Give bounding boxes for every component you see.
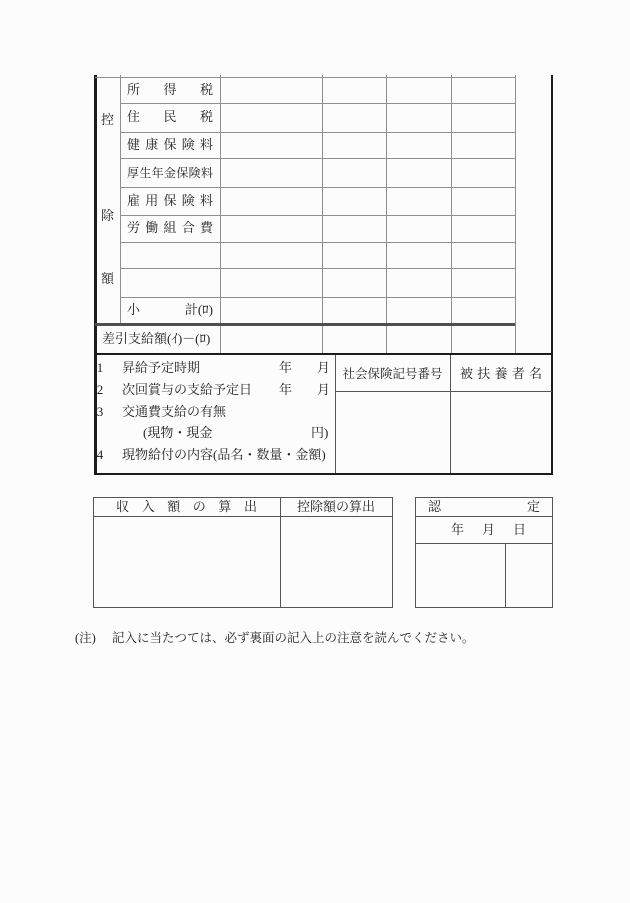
row-label-health-insurance: 健 康 保 険 料 [127,137,213,152]
item2-label: 次回賞与の支給予定日 [122,382,253,397]
grid-line-vertical [220,75,221,353]
row-label-resident-tax: 住 民 税 [127,109,213,124]
table-top-border [95,77,515,78]
section-divider-rule [94,353,553,355]
calc-top-border [93,497,393,498]
deduction-calc-header: 控除額の算出 [296,499,375,514]
item1-month-label: 月 [317,360,331,375]
grid-line-vertical [386,75,387,353]
grid-line-vertical [322,75,323,353]
row-label-employment-insurance: 雇 用 保 険 料 [127,193,213,208]
calc-right-border [392,497,393,608]
label-column-divider [120,75,121,325]
approval-title-underline [415,516,553,517]
subtotal-label-left: 小 [127,302,141,317]
row-divider [120,103,515,104]
subtotal-bottom-rule [95,323,515,326]
item4-label: 現物給付の内容(品名・数量・金額) [122,447,326,462]
deduction-vertical-label-1: 控 [100,112,114,127]
item2-year-label: 年 [279,382,293,397]
deduction-vertical-label-3: 額 [100,271,114,286]
approval-date-underline [415,543,553,544]
footnote-prefix: (注) [75,631,96,645]
row-divider [120,158,515,159]
calc-bottom-border [93,607,393,608]
item3-sub-yen-label: 円) [311,425,329,440]
row-divider [120,297,515,298]
item1-number: 1 [96,360,104,375]
approval-title: 認 定 [428,499,540,514]
approval-cell-divider [505,543,506,608]
item1-year-label: 年 [279,360,293,375]
row-divider [120,187,515,188]
item4-number: 4 [96,447,104,462]
item1-label: 昇給予定時期 [122,360,201,375]
calc-header-underline [93,516,393,517]
approval-top-border [415,497,553,498]
grid-line-vertical [451,75,452,353]
info-header-underline [335,391,552,392]
row-divider [120,132,515,133]
net-pay-label: 差引支給額(ｲ)－(ﾛ) [102,331,211,346]
income-calc-header: 収 入 額 の 算 出 [116,499,257,514]
row-label-union-fee: 労 働 組 合 費 [127,220,213,235]
insurance-number-header: 社会保険記号番号 [342,367,443,381]
subtotal-label-right: 計(ﾛ) [184,302,213,317]
approval-date-labels: 年 月 日 [451,522,526,537]
footnote-text: 記入に当たつては、必ず裏面の記入上の注意を読んでください。 [112,631,475,645]
row-label-subtotal [127,303,213,317]
info-bottom-border [94,473,553,475]
grid-line-vertical [515,75,516,353]
item2-number: 2 [96,382,104,397]
form-right-border [551,75,553,475]
row-label-pension-insurance: 厚 生 年 金 保 険 料 [127,166,213,180]
row-divider [120,215,515,216]
dependents-header: 被 扶 養 者 名 [460,366,542,381]
item3-number: 3 [96,404,104,419]
row-label-income-tax: 所 得 税 [127,82,213,97]
item3-label: 交通費支給の有無 [122,404,227,419]
item3-sub-label: (現物・現金 [143,425,213,440]
approval-bottom-border [415,607,553,608]
row-divider [120,242,515,243]
deduction-vertical-label-2: 除 [100,208,114,223]
row-divider [120,268,515,269]
item2-month-label: 月 [317,382,331,397]
